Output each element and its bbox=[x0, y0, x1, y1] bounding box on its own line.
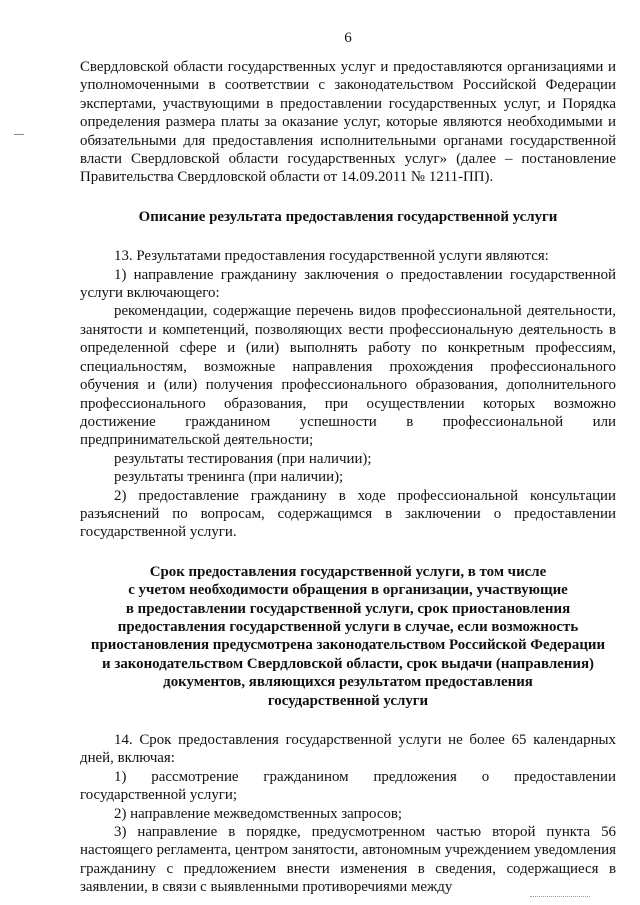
heading-result-description: Описание результата предоставления государственной услуги bbox=[138, 208, 558, 225]
heading-line: предоставления государственной услуги в случае, если возможность bbox=[117, 618, 579, 635]
heading-line: в предоставлении государственной услуги, срок приостановления bbox=[125, 600, 571, 617]
section-14-intro: 14. Срок предоставления государственной услуги не более 65 календарных дней, включая: bbox=[80, 732, 616, 767]
section-13-recommendations: рекомендации, содержащие перечень видов профессиональной деятельности, занятости и компетенций, позволяющих вести профессиональную деятельность в определенной сфере и (или) выполнять работу по конкретным профессиям, специальностям, возможные направления прохождения профессионального обучения и (или) получения профессионального образования, дополнительного профессионального образования, при осуществлении которых возможно достижение гражданином успешности в профессиональной или предпринимательской деятельности; bbox=[80, 303, 616, 449]
section-13-intro: 13. Результатами предоставления государственной услуги являются: bbox=[114, 248, 549, 265]
heading-service-term bbox=[80, 563, 616, 710]
section-14-item-3: 3) направление в порядке, предусмотренном частью второй пункта 56 настоящего регламента, центром занятости, автономным учреждением уведомления гражданину с предложением внести изменения в сведения, содержащиеся в заявлении, в связи с выявленными противоречиями между bbox=[80, 824, 616, 896]
section-13-item-2: 2) предоставление гражданину в ходе профессиональной консультации разъяснений по вопросам, содержащимся в заключении о предоставлении государственной услуги. bbox=[80, 487, 616, 541]
document-body bbox=[80, 58, 616, 897]
section-13-training: результаты тренинга (при наличии); bbox=[114, 469, 344, 486]
page-number: 6 bbox=[344, 30, 352, 46]
section-14-item-2: 2) направление межведомственных запросов; bbox=[114, 805, 403, 822]
heading-line: с учетом необходимости обращения в организации, участвующие bbox=[128, 582, 568, 599]
heading-line: Срок предоставления государственной услуги, в том числе bbox=[149, 563, 547, 580]
heading-line: и законодательством Свердловской области, срок выдачи (направления) bbox=[102, 655, 594, 672]
section-14-item-1: 1) рассмотрение гражданином предложения о предоставлении государственной услуги; bbox=[80, 768, 616, 804]
heading-line: документов, являющихся результатом предоставления bbox=[163, 674, 533, 691]
heading-line: государственной услуги bbox=[267, 692, 429, 709]
footer-mark bbox=[530, 896, 590, 900]
intro-paragraph: Свердловской области государственных услуг и предоставляются организациями и уполномоченными в соответствии с законодательством Российской Федерации экспертами, участвующими в предоставлении государственных услуг, и Порядка определения размера платы за оказание услуг, которые являются необходимыми и обязательными для предоставления исполнительными органами государственной власти Свердловской области государственных услуг» (далее – постановление Правительства Свердловской области от 14.09.2011 № 1211-ПП). bbox=[80, 59, 616, 186]
margin-mark bbox=[14, 134, 24, 135]
section-13-item-1: 1) направление гражданину заключения о предоставлении государственной услуги включающего: bbox=[80, 266, 616, 302]
section-13-testing: результаты тестирования (при наличии); bbox=[114, 450, 372, 467]
heading-line: приостановления предусмотрена законодательством Российской Федерации bbox=[90, 637, 606, 654]
